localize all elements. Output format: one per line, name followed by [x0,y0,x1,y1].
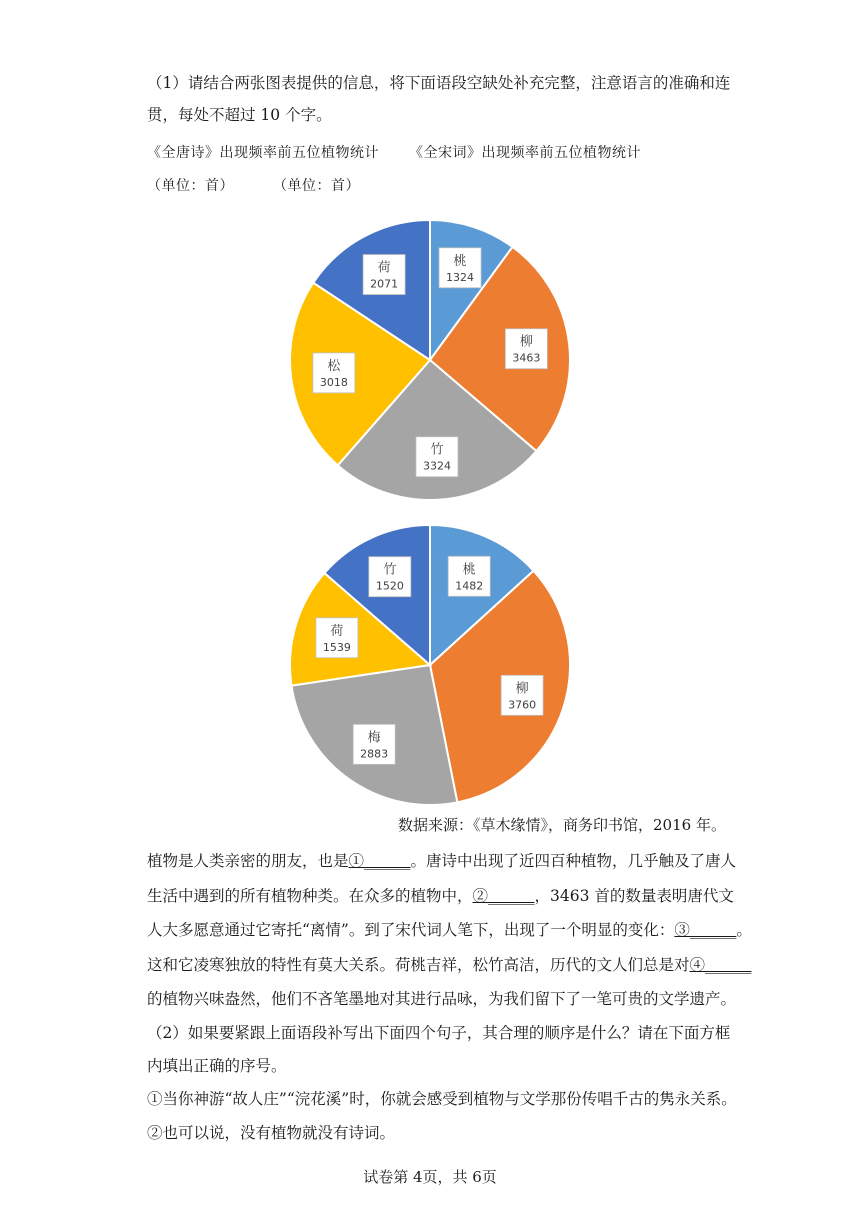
passage-line-3 [147,920,752,940]
question-1-line-2: 贯，每处不超过 10 个字。 [147,106,332,124]
data-label-4 [363,255,405,295]
data-label-3 [313,353,355,393]
chart-title-song: 《全宋词》出现频率前五位植物统计 [409,145,641,161]
data-label-2 [416,437,458,477]
passage-line-1 [147,851,736,871]
blank-1[interactable]: ①______ [348,852,411,870]
data-label-2 [353,724,395,764]
slice-label: 竹 [383,562,397,578]
passage-line-2 [147,886,734,906]
slice-label: 梅 [367,730,381,746]
question-2-line-2: 内填出正确的序号。 [147,1057,287,1075]
passage-line-4 [147,955,752,975]
slice-value: 3463 [512,351,541,365]
slice-value: 3018 [319,375,348,389]
slice-value: 1324 [446,270,475,284]
data-label-0 [439,248,481,288]
blank-3[interactable]: ③______ [674,921,737,939]
slice-value: 2883 [360,747,389,761]
data-label-4 [369,557,411,597]
question-1-line-1: （1）请结合两张图表提供的信息，将下面语段空缺处补充完整，注意语言的准确和连 [147,74,731,92]
data-label-0 [448,556,490,596]
slice-label: 竹 [430,442,444,458]
passage-text: 。 [736,921,752,939]
unit-label-tang: （单位：首） [147,178,234,194]
blank-4[interactable]: ④______ [689,956,752,974]
data-label-1 [505,329,547,369]
slice-value: 2071 [370,277,399,291]
slice-label: 柳 [519,334,533,350]
sentence-1: ①当你神游“故人庄”“浣花溪”时，你就会感受到植物与文学那份传唱千古的隽永关系。 [147,1090,737,1108]
slice-value: 3324 [422,459,451,473]
slice-label: 桃 [453,253,467,269]
slice-label: 荷 [377,260,391,276]
passage-text: ，3463 首的数量表明唐代文 [534,887,734,905]
slice-label: 荷 [330,623,344,639]
slice-value: 1520 [375,579,404,593]
sentence-2: ②也可以说，没有植物就没有诗词。 [147,1124,396,1142]
passage-text: 植物是人类亲密的朋友，也是 [147,852,349,870]
pie-chart-song [280,515,580,815]
passage-text: 生活中遇到的所有植物种类。在众多的植物中， [147,887,473,905]
passage-text: 这和它凌寒独放的特性有莫大关系。荷桃吉祥，松竹高洁，历代的文人们总是对 [147,956,690,974]
pie-chart-tang [280,210,580,510]
question-2-line-1: （2）如果要紧跟上面语段补写出下面四个句子，其合理的顺序是什么？请在下面方框 [147,1024,731,1042]
data-label-3 [316,618,358,658]
passage-text: 人大多愿意通过它寄托“离情”。到了宋代词人笔下，出现了一个明显的变化： [147,921,675,939]
slice-value: 3760 [508,698,537,712]
slice-label: 松 [327,358,341,374]
chart-title-tang: 《全唐诗》出现频率前五位植物统计 [147,145,379,161]
data-label-1 [501,675,543,715]
blank-2[interactable]: ②______ [472,887,535,905]
page-footer: 试卷第 4页，共 6页 [363,1168,497,1186]
data-source: 数据来源：《草木缘情》，商务印书馆，2016 年。 [398,816,726,834]
slice-value: 1482 [455,579,484,593]
passage-line-5: 的植物兴味盎然，他们不吝笔墨地对其进行品咏，为我们留下了一笔可贵的文学遗产。 [147,990,737,1008]
slice-value: 1539 [322,640,351,654]
slice-label: 桃 [462,562,476,578]
unit-label-song: （单位：首） [273,178,360,194]
slice-label: 柳 [515,681,529,697]
passage-text: 。唐诗中出现了近四百种植物，几乎触及了唐人 [410,852,737,870]
